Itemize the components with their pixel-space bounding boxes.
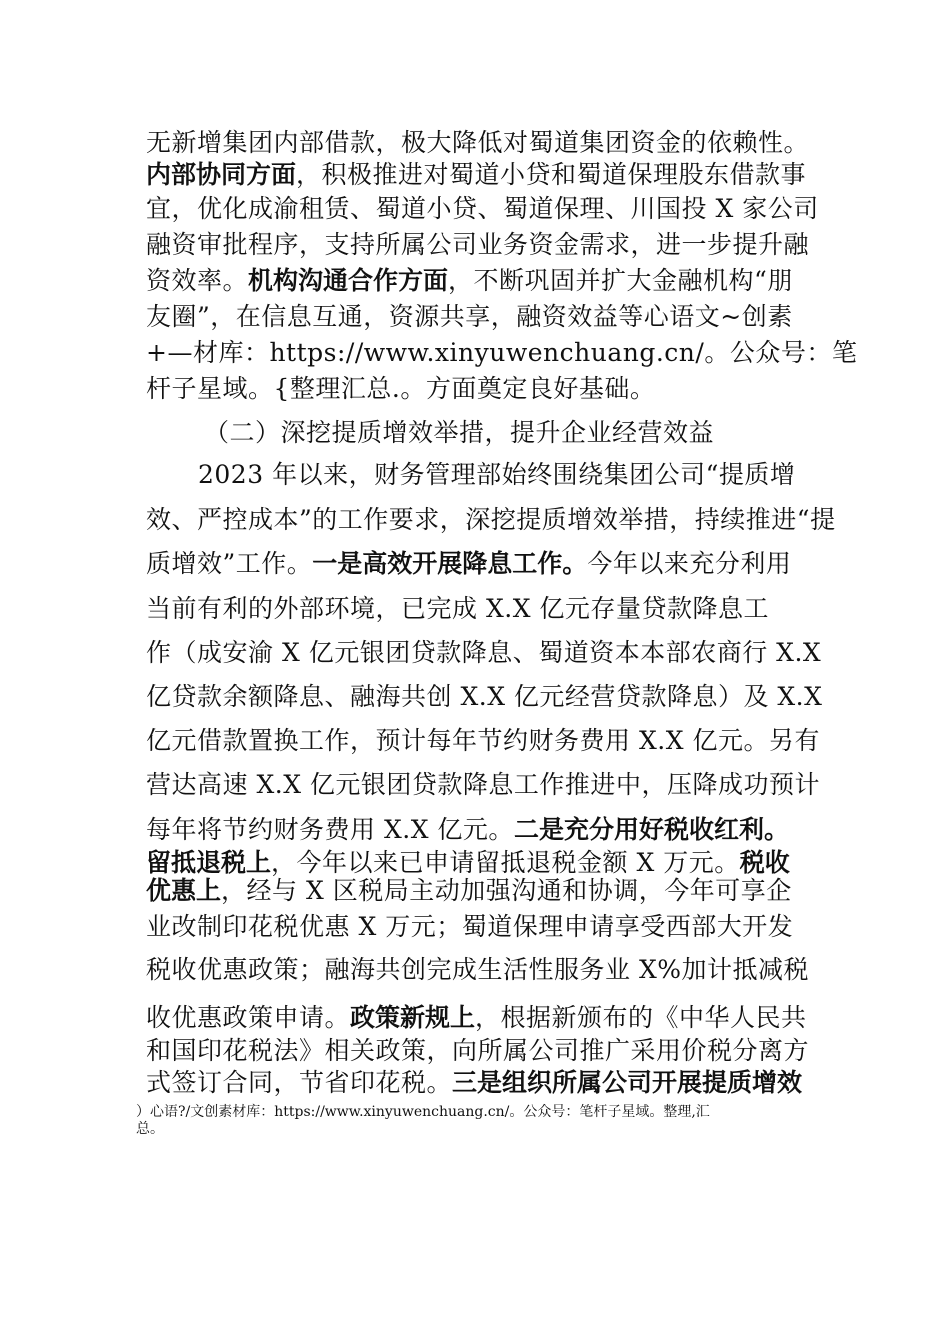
text-line-25: 式签订合同，节省印花税。三是组织所属公司开展提质增效 xyxy=(146,1068,803,1097)
text-line-8: 杆子星域。{整理汇总.。方面奠定良好基础。 xyxy=(146,374,656,403)
text-line-17: 营达高速 X.X 亿元银团贷款降息工作推进中，压降成功预计 xyxy=(146,770,820,799)
footnote-line-1: ）心语?/文创素材库：https://www.xinyuwenchuang.cn/。公众号：笔杆子星域。整理,汇 xyxy=(136,1104,710,1120)
text-line-2: 内部协同方面，积极推进对蜀道小贷和蜀道保理股东借款事 xyxy=(146,160,807,189)
footnote-line-2: 总。 xyxy=(136,1121,164,1137)
text-line-18: 每年将节约财务费用 X.X 亿元。二是充分用好税收红利。 xyxy=(146,815,789,844)
text-line-22: 税收优惠政策；融海共创完成生活性服务业 X%加计抵减税 xyxy=(146,955,810,984)
text-line-16: 亿元借款置换工作，预计每年节约财务费用 X.X 亿元。另有 xyxy=(146,726,820,755)
text-line-1: 无新增集团内部借款，极大降低对蜀道集团资金的依赖性。 xyxy=(146,128,810,157)
text-line-5: 资效率。机构沟通合作方面，不断巩固并扩大金融机构“朋 xyxy=(146,266,793,295)
text-line-6: 友圈”，在信息互通，资源共享，融资效益等心语文~创素 xyxy=(146,302,793,331)
text-line-3: 宜，优化成渝租赁、蜀道小贷、蜀道保理、川国投 X 家公司 xyxy=(146,194,819,223)
text-line-21: 业改制印花税优惠 X 万元；蜀道保理申请享受西部大开发 xyxy=(146,912,794,941)
text-line-12: 质增效”工作。一是高效开展降息工作。今年以来充分利用 xyxy=(146,549,792,578)
text-line-20: 优惠上，经与 X 区税局主动加强沟通和协调，今年可享企 xyxy=(146,876,792,905)
text-line-11: 效、严控成本”的工作要求，深挖提质增效举措，持续推进“提 xyxy=(146,505,836,534)
section-heading: （二）深挖提质增效举措，提升企业经营效益 xyxy=(204,418,715,447)
text-line-24: 和国印花税法》相关政策，向所属公司推广采用价税分离方 xyxy=(146,1036,810,1065)
text-line-4: 融资审批程序，支持所属公司业务资金需求，进一步提升融 xyxy=(146,230,810,259)
text-line-23: 收优惠政策申请。政策新规上，根据新颁布的《中华人民共 xyxy=(146,1003,807,1032)
text-line-15: 亿贷款余额降息、融海共创 X.X 亿元经营贷款降息）及 X.X xyxy=(146,682,823,711)
text-line-10: 2023 年以来，财务管理部始终围绕集团公司“提质增 xyxy=(198,460,796,489)
text-line-14: 作（成安渝 X 亿元银团贷款降息、蜀道资本本部农商行 X.X xyxy=(146,638,822,667)
text-line-7: +—材库：https://www.xinyuwenchuang.cn/。公众号：笔 xyxy=(146,338,858,367)
text-line-13: 当前有利的外部环境，已完成 X.X 亿元存量贷款降息工 xyxy=(146,594,769,623)
text-line-19: 留抵退税上，今年以来已申请留抵退税金额 X 万元。税收 xyxy=(146,848,790,877)
